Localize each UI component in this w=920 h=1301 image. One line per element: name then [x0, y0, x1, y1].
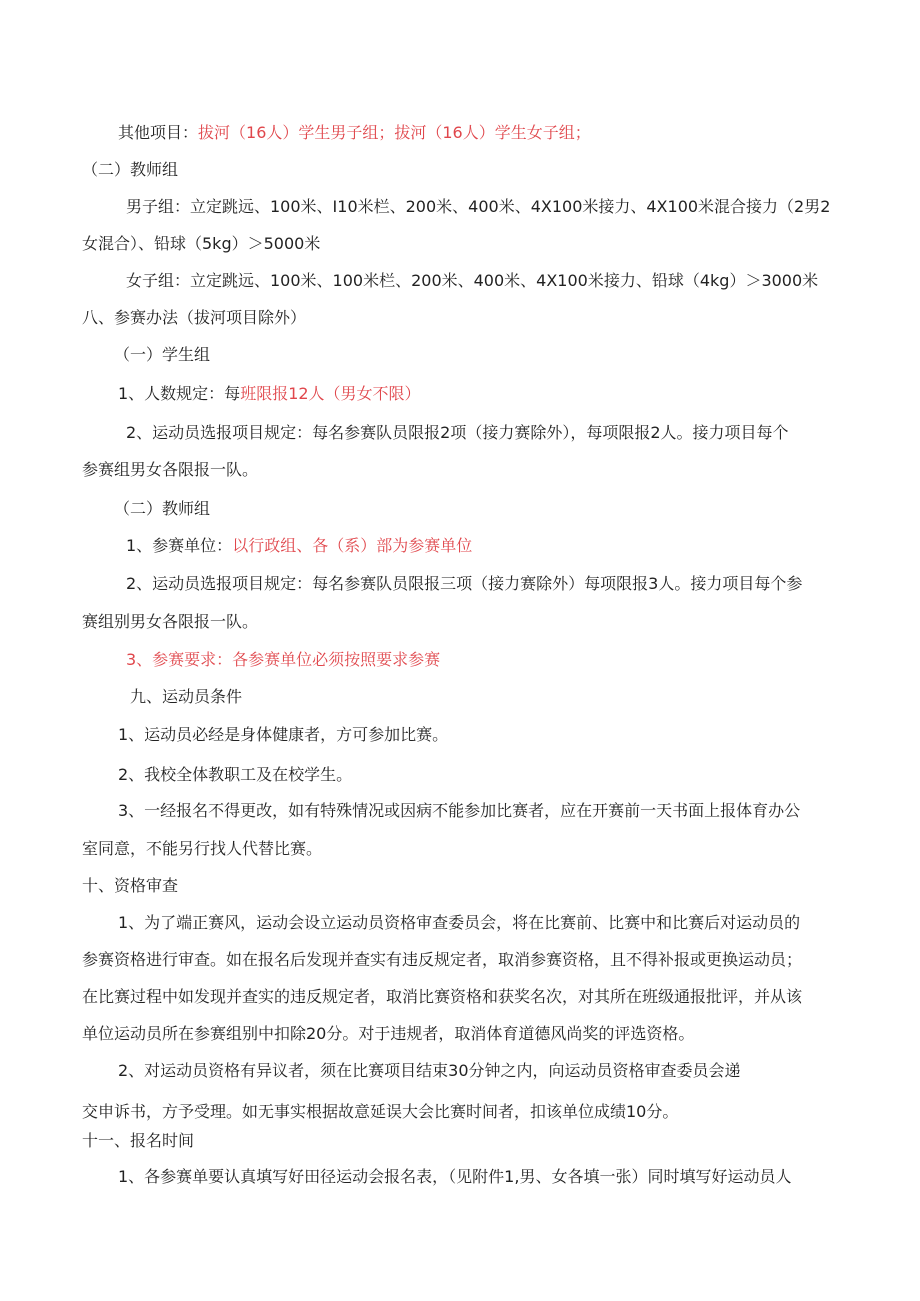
- s8-teacher-item2-line1: 2、运动员选报项目规定：每名参赛队员限报三项（接力赛除外）每项限报3人。接力项目每个参: [126, 574, 803, 593]
- s9-item3-line2: 室同意，不能另行找人代替比赛。: [82, 839, 323, 858]
- s8-requirement-line: 3、参赛要求：各参赛单位必须按照要求参赛: [126, 650, 441, 669]
- section8-title: 八、参赛办法（拔河项目除外）: [82, 308, 307, 327]
- s9-item1: 1、运动员必经是身体健康者，方可参加比赛。: [118, 725, 449, 744]
- teacher-group-heading: （二）教师组: [82, 160, 179, 179]
- teacher-female-line: 女子组：立定跳远、100米、100米栏、200米、400米、4X100米接力、铅球（4kg）＞3000米: [126, 271, 819, 290]
- s10-item1-line3: 在比赛过程中如发现并查实的违反规定者，取消比赛资格和获奖名次，对其所在班级通报批评，并从该: [82, 987, 803, 1006]
- other-items-line: [118, 122, 591, 144]
- s8-unit-label: 1、参赛单位：: [126, 536, 233, 555]
- s8-unit-line: [126, 535, 472, 557]
- s8-student-heading: （一）学生组: [114, 345, 211, 364]
- s8-count-value: 班限报12人（男女不限）: [240, 384, 421, 403]
- s9-item2: 2、我校全体教职工及在校学生。: [118, 765, 353, 784]
- s8-student-item2-line2: 参赛组男女各限报一队。: [82, 460, 259, 479]
- section9-title: 九、运动员条件: [130, 687, 243, 706]
- s10-item1-line4: 单位运动员所在参赛组别中扣除20分。对于违规者，取消体育道德风尚奖的评选资格。: [82, 1024, 695, 1043]
- teacher-male-line1: 男子组：立定跳远、100米、I10米栏、200米、400米、4X100米接力、4X100米混合接力（2男2: [126, 197, 831, 216]
- section10-title: 十、资格审查: [82, 876, 179, 895]
- section11-title: 十一、报名时间: [82, 1131, 195, 1150]
- other-items-value: 拔河（16人）学生男子组；拔河（16人）学生女子组；: [198, 123, 591, 142]
- s8-count-line: [118, 383, 421, 405]
- teacher-male-line2: 女混合）、铅球（5kg）＞5000米: [82, 234, 321, 253]
- other-items-label: 其他项目：: [118, 123, 199, 142]
- s8-count-label: 1、人数规定：每: [118, 384, 241, 403]
- s8-unit-value: 以行政组、各（系）部为参赛单位: [232, 536, 473, 555]
- s10-item1-line1: 1、为了端正赛风，运动会设立运动员资格审查委员会，将在比赛前、比赛中和比赛后对运动员的: [118, 913, 801, 932]
- s8-teacher-heading: （二）教师组: [114, 499, 211, 518]
- s10-item1-line2: 参赛资格进行审查。如在报名后发现并查实有违反规定者，取消参赛资格，且不得补报或更换运动员；: [82, 950, 803, 969]
- s10-item2-line1: 2、对运动员资格有异议者，须在比赛项目结束30分钟之内，向运动员资格审查委员会递: [118, 1061, 741, 1080]
- s8-teacher-item2-line2: 赛组别男女各限报一队。: [82, 612, 259, 631]
- s9-item3-line1: 3、一经报名不得更改，如有特殊情况或因病不能参加比赛者，应在开赛前一天书面上报体育办公: [118, 801, 801, 820]
- s8-student-item2-line1: 2、运动员选报项目规定：每名参赛队员限报2项（接力赛除外），每项限报2人。接力项目每个: [126, 423, 789, 442]
- s10-item2-line2: 交申诉书，方予受理。如无事实根据故意延误大会比赛时间者，扣该单位成绩10分。: [82, 1102, 679, 1121]
- s11-item1-line1: 1、各参赛单要认真填写好田径运动会报名表，（见附件1,男、女各填一张）同时填写好运动员人: [118, 1167, 792, 1186]
